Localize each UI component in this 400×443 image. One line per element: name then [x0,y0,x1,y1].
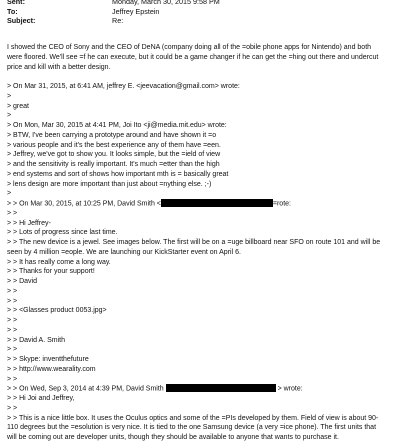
to-row [7,7,397,17]
subject-label: Subject: [7,16,36,25]
quote-attribution-suffix: > wrote: [277,385,303,393]
quote-line: > [7,92,12,100]
quote-line: > > [7,209,18,217]
quote-line: > > [7,375,18,383]
redaction-bar [161,199,273,207]
to-value: Jeffrey Epstein [112,6,160,16]
quote-line: > BTW, I've been carrying a prototype around and have shown it =o [7,131,217,139]
quote-line: > > [7,404,18,412]
quote-line: > > This is a nice little box. It uses the Oculus optics and some of the =PIs developed by them. Field of view is about 90- [7,414,379,422]
quote-line: > > Lots of progress since last time. [7,229,118,237]
quote-line: > > Hi Joi and Jeffrey, [7,395,75,402]
quote-line: > great [7,102,29,110]
quote-line: > > Skype: inventthefuture [7,356,89,363]
quote-attribution: > > On Mar 30, 2015, at 10:25 PM, David Smith < [7,200,161,208]
quote-line [7,199,395,209]
quote-line: > various people and it's the best experience any of them have =een. [7,141,221,149]
quote-line: > > [7,297,18,305]
quote-line: > > http://www.wearality.com [7,365,96,373]
quote-line: 110 degrees but the =esolution is very nice. It is tied to the one Samsung device (a very =ice phone). The first units that [7,424,377,432]
quote-line: > > [7,326,18,334]
quote-attribution-suffix: =rote: [272,200,291,208]
quote-line [7,384,395,394]
quote-line: > end systems and sort of shows how important mth is = basically great [7,170,229,178]
quote-line: > [7,112,12,120]
quote-line: > > [7,346,18,354]
email-body [7,43,395,443]
quote-line: > Jeffrey, we've got to show you. It looks simple, but the =ield of view [7,151,221,159]
subject-row [7,16,397,26]
sent-label: Sent: [7,0,25,6]
quote-line: > lens design are more important than just about =nything else. ;-) [7,180,212,188]
body-line: price and kill with a better design. [7,63,111,71]
quote-line: > > Thanks for your support! [7,268,95,276]
quote-line: will be coming out are developer units, though they should be available to anyone that wants to purchase it. [7,434,339,441]
blank-line [7,72,395,82]
quote-line: > [7,190,12,198]
email-header [7,0,397,26]
quote-line: > On Mon, Mar 30, 2015 at 4:41 PM, Joi Ito <ji@media.mit.edu> wrote: [7,122,227,129]
sent-value: Monday, March 30, 2015 9:58 PM [112,0,220,6]
quote-line: > > <Glasses product 0053.jpg> [7,307,107,315]
quote-line: > and the sensitivity is really important. It's much =etter than the high [7,161,220,168]
quote-line: > > It has really come a long way. [7,258,111,266]
quote-attribution: > > On Wed, Sep 3, 2014 at 4:39 PM, David Smith [7,385,164,393]
quote-line: > > The new device is a jewel. See images below. The first will be on a =uge billboard near SFO on route 101 and will be [7,239,381,246]
quote-line: > > David A. Smith [7,336,65,344]
quote-line: seen by 4 million =eople. We are launching our KickStarter event on April 6. [7,248,241,256]
quote-line: > > [7,317,18,324]
quote-line: > > Hi Jeffrey- [7,219,51,227]
to-label: To: [7,6,18,16]
quote-line: > On Mar 31, 2015, at 6:41 AM, jeffrey E. <jeevacation@gmail.com> wrote: [7,83,240,90]
subject-value: Re: [112,16,124,25]
quote-line: > > David [7,278,37,285]
body-line: I showed the CEO of Sony and the CEO of DeNA (company doing all of the =obile phone apps for Nintendo) and both [7,44,372,51]
quote-line: > > [7,287,18,295]
redaction-bar [166,384,276,392]
body-line: were floored. We'll see =f he can execute, but it could be a game changer if he can get the =hing out there and undercut [7,53,379,61]
